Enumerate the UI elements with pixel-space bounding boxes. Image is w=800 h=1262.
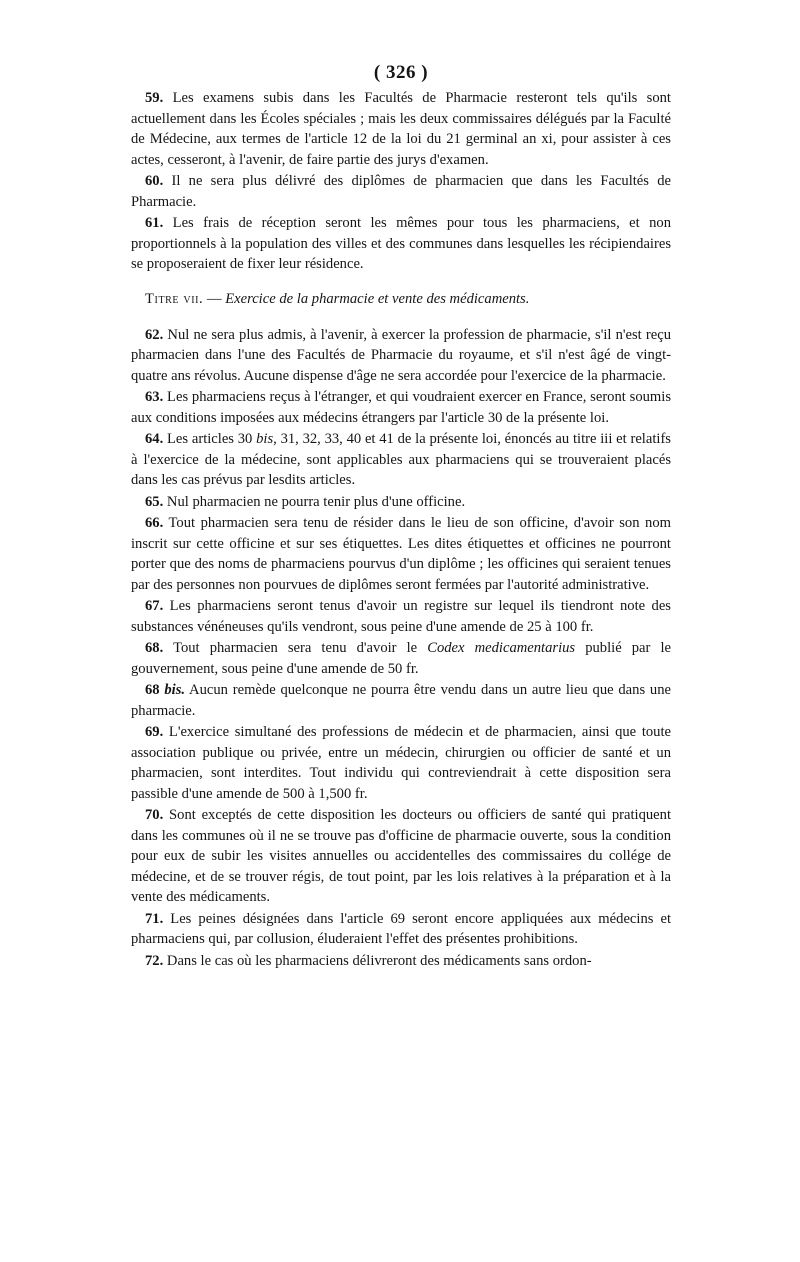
article-69 [131,722,671,804]
article-67 [131,596,671,637]
article-number: 71. [145,910,164,927]
section-title-dash: — [203,290,226,307]
article-text-italic: Codex medicamentarius [427,640,576,656]
article-64 [131,429,671,491]
article-text: Les peines désignées dans l'article 69 seront encore appliquées aux médecins et pharmaciens qui, par collusion, éluderaient l'effet des présentes prohibitions. [131,910,671,947]
article-number: 59. [145,90,164,106]
article-text: Aucun remède quelconque ne pourra être vendu dans un autre lieu que dans une pharmacie. [131,682,671,719]
section-title-text: Exercice de la pharmacie et vente des médicaments. [225,290,530,307]
article-60 [131,171,671,212]
article-text: Nul pharmacien ne pourra tenir plus d'une officine. [163,493,466,510]
section-title-label: Titre vii. [145,290,204,307]
article-number: 69. [145,724,164,740]
article-59 [131,88,671,170]
article-text: Les articles 30 [163,431,257,447]
article-text: Nul ne sera plus admis, à l'avenir, à exercer la profession de pharmacie, s'il n'est reçu pharmacien dans l'une des Facultés de Pharmacie du royaume, et s'il n'est âgé de vingt-quatre ans révolus. Aucune dispense d'âge ne sera accordée pour l'exercice de la pharmacie. [131,326,671,384]
article-number: 66. [145,515,164,531]
article-text: Les frais de réception seront les mêmes pour tous les pharmaciens, et non proportionnels à la population des villes et des communes dans lesquelles les récipiendaires se proposeraient de fixer leur résidence. [131,215,671,272]
article-68-bis [131,680,671,721]
article-72 [131,951,671,972]
article-text-italic: bis [256,431,274,447]
article-number: 68 [145,682,165,698]
article-text: Dans le cas où les pharmaciens délivreront des médicaments sans ordon- [163,952,592,969]
article-number: 64. [145,431,164,447]
article-71 [131,909,671,950]
article-66 [131,513,671,595]
article-number: 63. [145,389,164,405]
article-number: 70. [145,807,164,823]
article-number: 68. [145,640,164,656]
article-62 [131,325,671,387]
article-number: 72. [145,952,164,969]
article-text: Les pharmaciens reçus à l'étranger, et qui voudraient exercer en France, seront soumis aux conditions imposées aux médecins étrangers par l'article 30 de la présente loi. [131,389,671,426]
article-text: Les pharmaciens seront tenus d'avoir un registre sur lequel ils tiendront note des substances vénéneuses qu'ils vendront, sous peine d'une amende de 25 à 100 fr. [131,598,671,635]
article-70 [131,805,671,908]
article-number: 61. [145,215,164,231]
article-text: Il ne sera plus délivré des diplômes de pharmacien que dans les Facultés de Pharmacie. [131,173,671,210]
article-text: Tout pharmacien sera tenu de résider dans le lieu de son officine, d'avoir son nom inscrit sur cette officine et sur ses étiquettes. Les dites étiquettes et officines ne pourront porter que des noms de pharmaciens pourvus d'un diplôme ; les officines qui seraient tenues par des personnes non pourvues de diplômes seront fermées par l'autorité administrative. [131,515,671,593]
article-number: 67. [145,598,164,614]
article-text: Tout pharmacien sera tenu d'avoir le [163,640,428,656]
article-63 [131,387,671,428]
article-68 [131,638,671,679]
article-text: Sont exceptés de cette disposition les docteurs ou officiers de santé qui pratiquent dans les communes où il ne se trouve pas d'officine de pharmacie ouverte, sous la condition pour eux de subir les visites annuelles ou accidentelles des commissaires du collége de médecine, et de se trouver régis, de tout point, par les lois relatives à la préparation et à la vente des médicaments. [131,807,671,905]
article-number: 60. [145,173,164,189]
article-text: Les examens subis dans les Facultés de Pharmacie resteront tels qu'ils sont actuellement dans les Écoles spéciales ; mais les deux commissaires délégués par la Faculté de Médecine, aux termes de l'article 12 de la loi du 21 germinal an xi, pour assister à ces actes, cesseront, à l'avenir, de faire partie des jurys d'examen. [131,90,671,168]
article-61 [131,213,671,275]
article-65 [131,492,671,513]
article-text: publié par le gouvernement, sous peine d'une amende de 50 fr. [131,640,672,677]
article-number: 65. [145,493,164,510]
article-number-italic: bis. [164,682,186,698]
document-page [131,62,671,972]
article-number: 62. [145,326,164,343]
section-title [131,289,671,309]
page-number: ( 326 ) [373,62,429,83]
article-text: L'exercice simultané des professions de médecin et de pharmacien, ainsi que toute association publique ou privée, entre un médecin, chirurgien ou officier de santé et un pharmacien, sont interdites. Tout individu qui contreviendrait à cette disposition sera passible d'une amende de 500 à 1,500 fr. [131,724,671,802]
article-text: , 31, 32, 33, 40 et 41 de la présente loi, énoncés au titre iii et relatifs à l'exercice de la médecine, sont applicables aux pharmaciens qui se trouveraient placés dans les cas prévus par lesdits articles. [131,431,671,488]
